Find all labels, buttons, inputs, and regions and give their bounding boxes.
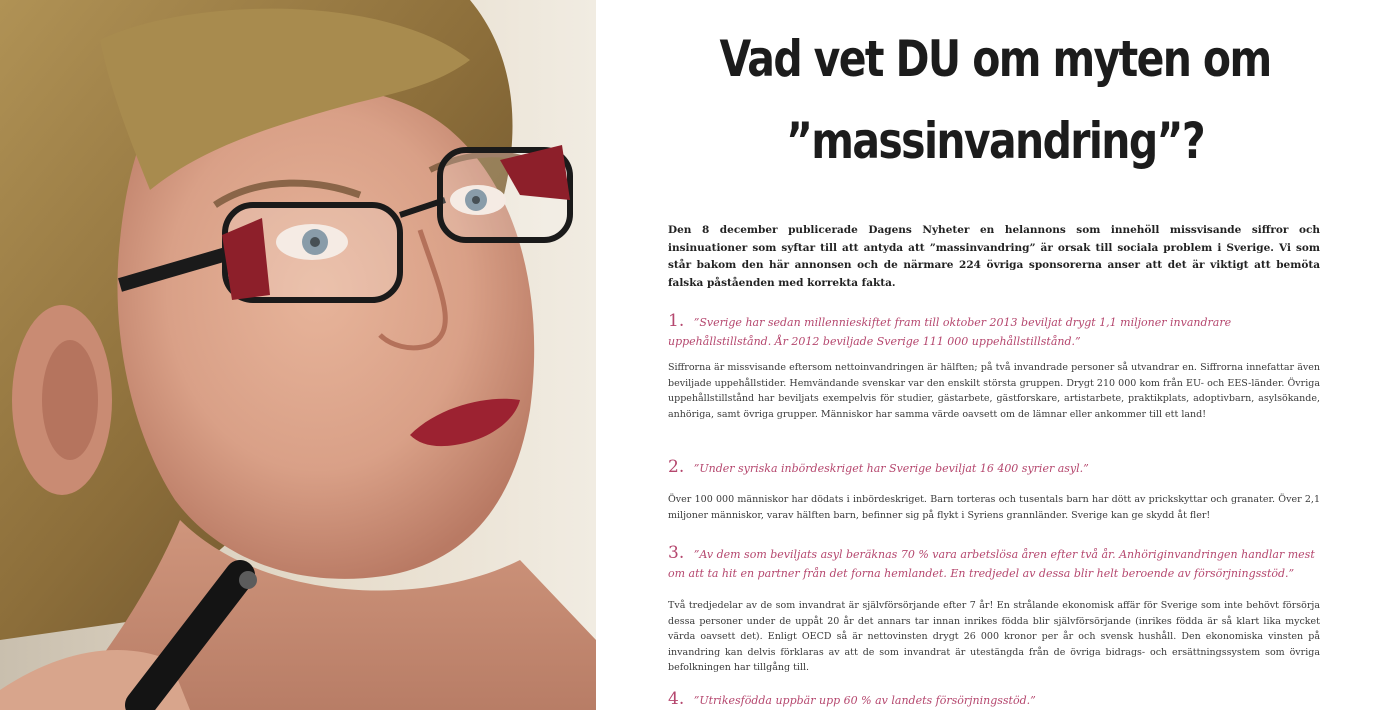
section-3-body: Två tredjedelar av de som invandrat är självförsörjande efter 7 år! En strålande ekonomisk affär för Sverige som inte behövt försörja dessa personer under de uppåt 20 år det annars tar innan inrikes födda blir självförsörjande (inrikes födda är så klart lika mycket värda oavsett det). Enligt OECD så är nettovinsten drygt 26 000 kronor per år och svensk hushåll. Den ekonomiska vinsten på invandring kan delvis förklaras av att de som invandrat är utestängda från de övriga bidrags- och ersättningssystem som övriga befolkningen har tillgång till. — [668, 600, 1320, 673]
intro-paragraph: Den 8 december publicerade Dagens Nyheter en helannons som innehöll missvisande siffror och insinuationer som syftar till att antyda att ”massinvandring” är orsak till sociala problem i Sverige. Vi som står bakom den här annonsen och de närmare 224 övriga sponsorerna anser att det är viktigt att bemöta falska påståenden med korrekta fakta. — [668, 224, 1320, 289]
claim-number: 3. — [668, 543, 685, 563]
section-1-body: Siffrorna är missvisande eftersom nettoinvandringen är hälften; på två invandrade personer så utvandrar en. Siffrorna innefattar även beviljade uppehållstider. Hemvändande svenskar var den enskilt största gruppen. Drygt 210 000 kom från EU- och EES-länder. Övriga uppehållstillstånd har beviljats exempelvis för studier, gästarbete, gästforskare, artistarbete, praktikplats, adoptivbarn, asylsökande, anhöriga, samt övriga grupper. Människor har samma värde oavsett om de lämnar eller ankommer till ett land! — [668, 362, 1320, 420]
claim-text: ”Sverige har sedan millennieskiftet fram till oktober 2013 beviljat drygt 1,1 miljoner invandrare uppehållstillstånd. År 2012 beviljade Sverige 111 000 uppehållstillstånd.” — [668, 316, 1232, 348]
claim-4 — [668, 690, 1320, 710]
document-title-line-1: Vad vet DU om myten om — [719, 30, 1271, 88]
claim-1 — [668, 312, 1320, 351]
claim-text: ”Under syriska inbördeskriget har Sverige beviljat 16 400 syrier asyl.” — [693, 462, 1089, 475]
claim-2 — [668, 458, 1320, 478]
portrait-illustration — [0, 0, 596, 710]
claim-number: 1. — [668, 311, 685, 331]
claim-number: 4. — [668, 689, 685, 709]
claim-3 — [668, 544, 1320, 583]
panel-divider — [596, 0, 610, 710]
claim-text: ”Av dem som beviljats asyl beräknas 70 % vara arbetslösa åren efter två år. Anhöriginvandringen handlar mest om att ta hit en partner från det forna hemlandet. En tredjedel av dessa blir helt beroende av försörjningsstöd.” — [668, 548, 1315, 580]
section-2-body: Över 100 000 människor har dödats i inbördeskriget. Barn torteras och tusentals barn har dött av prickskyttar och granater. Över 2,1 miljoner människor, varav hälften barn, befinner sig på flykt i Syriens grannländer. Sverige kan ge skydd åt fler! — [668, 494, 1320, 521]
document-page — [610, 0, 1380, 710]
portrait-photo — [0, 0, 596, 710]
document-title-line-2: ”massinvandring”? — [786, 112, 1204, 170]
claim-number: 2. — [668, 457, 685, 477]
claim-text: ”Utrikesfödda uppbär upp 60 % av landets försörjningsstöd.” — [693, 694, 1036, 707]
